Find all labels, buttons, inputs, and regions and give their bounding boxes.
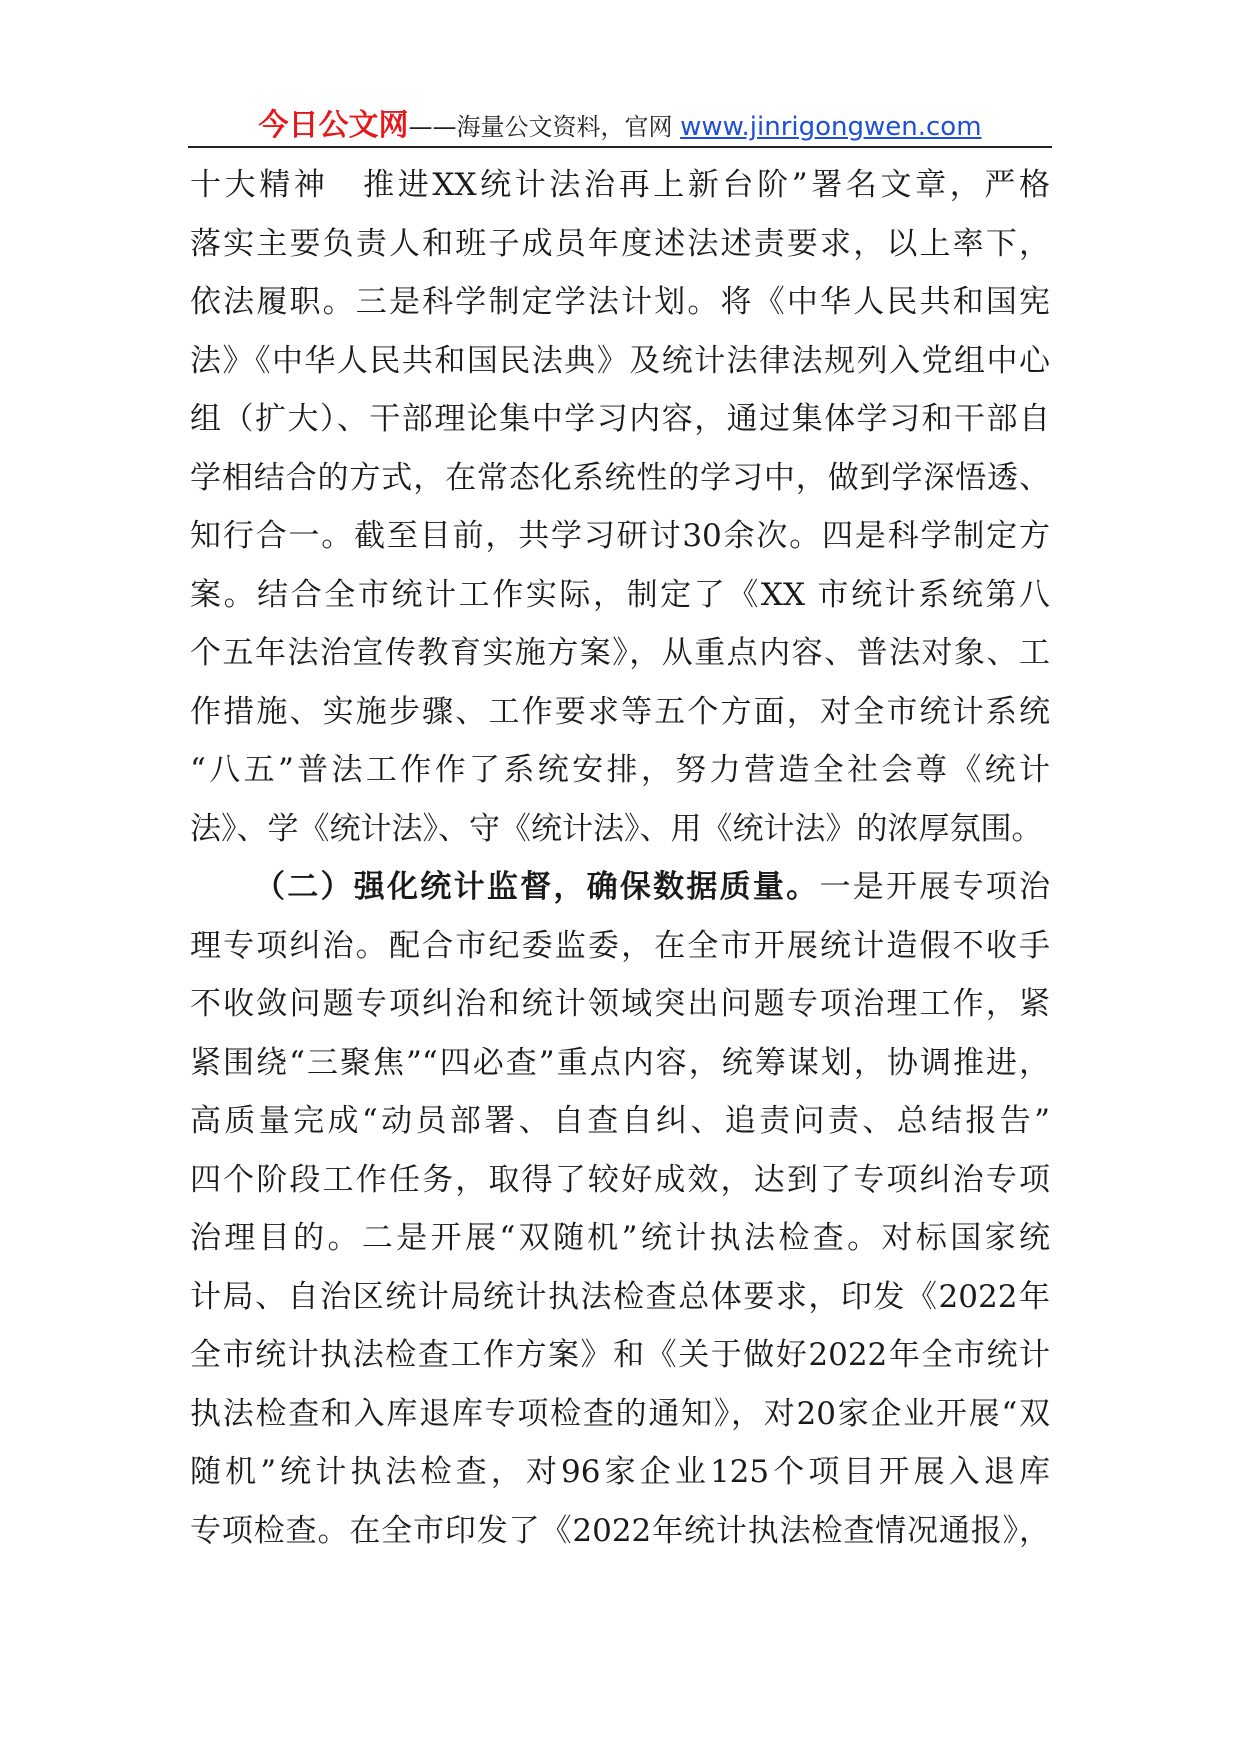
text-line: 紧围绕“三聚焦”“四必查”重点内容，统筹谋划，协调推进， bbox=[190, 1044, 1050, 1081]
section-heading-line bbox=[190, 858, 1050, 917]
text-line: 理专项纠治。配合市纪委监委，在全市开展统计造假不收手 bbox=[190, 927, 1050, 964]
brand-name: 今日公文网 bbox=[258, 108, 409, 143]
site-header bbox=[190, 100, 1050, 144]
text-line: 十大精神 推进XX统计法治再上新台阶”署名文章，严格 bbox=[190, 167, 1050, 203]
text-line: 个五年法治宣传教育实施方案》，从重点内容、普法对象、工 bbox=[190, 635, 1050, 671]
header-dash: —— bbox=[408, 113, 457, 141]
text-line: 案。结合全市统计工作实际，制定了《XX 市统计系统第八 bbox=[190, 576, 1050, 613]
text-line: 专项检查。在全市印发了《2022年统计执法检查情况通报》， bbox=[190, 1512, 1050, 1549]
text-line: “八五”普法工作作了系统安排，努力营造全社会尊《统计 bbox=[190, 752, 1050, 788]
header-tagline: 海量公文资料，官网 bbox=[456, 113, 681, 141]
text-line: 落实主要负责人和班子成员年度述法述责要求，以上率下， bbox=[190, 225, 1050, 262]
text-line: 法》、学《统计法》、守《统计法》、用《统计法》的浓厚氛围。 bbox=[190, 810, 1043, 847]
text-fragment: 一是开展专项治 bbox=[819, 869, 1050, 905]
text-line: 组（扩大）、干部理论集中学习内容，通过集体学习和干部自 bbox=[190, 401, 1050, 437]
text-line: 随机”统计执法检查，对96家企业125个项目开展入退库 bbox=[190, 1454, 1050, 1490]
text-line: 执法检查和入库退库专项检查的通知》，对20家企业开展“双 bbox=[190, 1395, 1050, 1432]
text-line: 治理目的。二是开展“双随机”统计执法检查。对标国家统 bbox=[190, 1220, 1050, 1256]
text-line: 全市统计执法检查工作方案》和《关于做好2022年全市统计 bbox=[190, 1337, 1050, 1373]
text-line: 依法履职。三是科学制定学法计划。将《中华人民共和国宪 bbox=[190, 284, 1050, 320]
website-link[interactable]: www.jinrigongwen.com bbox=[680, 112, 982, 142]
document-body bbox=[190, 156, 1050, 1560]
text-line: 学相结合的方式，在常态化系统性的学习中，做到学深悟透、 bbox=[190, 459, 1050, 496]
text-line: 四个阶段工作任务，取得了较好成效，达到了专项纠治专项 bbox=[190, 1161, 1050, 1198]
text-line: 不收敛问题专项纠治和统计领域突出问题专项治理工作，紧 bbox=[190, 986, 1050, 1022]
text-line: 高质量完成“动员部署、自查自纠、追责问责、总结报告” bbox=[190, 1103, 1050, 1139]
section-heading: （二）强化统计监督，确保数据质量。 bbox=[254, 869, 820, 905]
header-divider bbox=[188, 146, 1052, 148]
text-line: 作措施、实施步骤、工作要求等五个方面，对全市统计系统 bbox=[190, 693, 1050, 730]
text-line: 知行合一。截至目前，共学习研讨30余次。四是科学制定方 bbox=[190, 518, 1050, 554]
text-line: 法》《中华人民共和国民法典》及统计法律法规列入党组中心 bbox=[190, 342, 1050, 379]
text-line: 计局、自治区统计局统计执法检查总体要求，印发《2022年 bbox=[190, 1278, 1050, 1315]
